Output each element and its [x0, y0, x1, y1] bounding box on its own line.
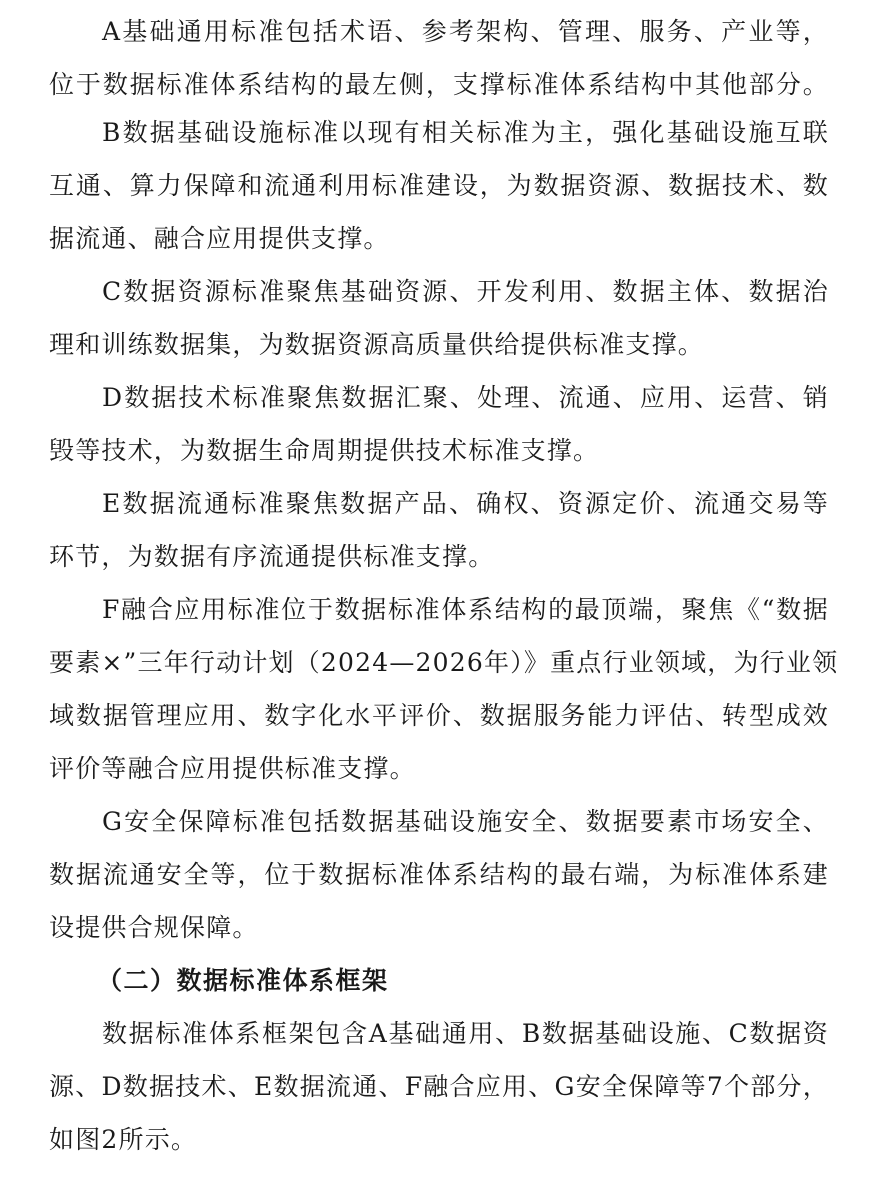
section-heading-block [49, 954, 829, 1007]
paragraph-f [49, 583, 839, 795]
paragraph-d [49, 371, 829, 477]
paragraph-e [49, 477, 829, 583]
paragraph-g-line-3: 设提供合规保障。 [49, 913, 259, 942]
paragraph-e-line-1: E数据流通标准聚焦数据产品、确权、资源定价、流通交易等 [102, 489, 829, 518]
closing-paragraph-line-1: 数据标准体系框架包含A基础通用、B数据基础设施、C数据资 [102, 1019, 829, 1048]
closing-paragraph-line-2: 源、D数据技术、E数据流通、F融合应用、G安全保障等7个部分， [49, 1072, 829, 1101]
closing-paragraph [49, 1007, 829, 1166]
paragraph-b-line-2: 互通、算力保障和流通利用标准建设，为数据资源、数据技术、数 [49, 171, 829, 200]
paragraph-b [49, 106, 829, 265]
paragraph-d-line-2: 毁等技术，为数据生命周期提供技术标准支撑。 [49, 436, 600, 465]
paragraph-d-line-1: D数据技术标准聚焦数据汇聚、处理、流通、应用、运营、销 [102, 383, 829, 412]
paragraph-f-line-1: F融合应用标准位于数据标准体系结构的最顶端，聚焦《“数据 [102, 595, 829, 624]
section-heading: （二）数据标准体系框架 [97, 966, 389, 995]
paragraph-c [49, 265, 829, 371]
paragraph-b-line-1: B数据基础设施标准以现有相关标准为主，强化基础设施互联 [102, 118, 829, 147]
paragraph-c-line-2: 理和训练数据集，为数据资源高质量供给提供标准支撑。 [49, 330, 705, 359]
paragraph-c-line-1: C数据资源标准聚焦基础资源、开发利用、数据主体、数据治 [102, 277, 829, 306]
paragraph-b-line-3: 据流通、融合应用提供支撑。 [49, 224, 390, 253]
paragraph-g-line-1: G安全保障标准包括数据基础设施安全、数据要素市场安全、 [102, 807, 829, 836]
closing-paragraph-line-3: 如图2所示。 [49, 1125, 198, 1154]
paragraph-f-line-3: 域数据管理应用、数字化水平评价、数据服务能力评估、转型成效 [49, 701, 829, 730]
paragraph-g [49, 795, 829, 954]
paragraph-f-line-2: 要素×”三年行动计划（2024—2026年）》重点行业领域，为行业领 [49, 648, 839, 677]
paragraph-a [49, 5, 829, 111]
paragraph-f-line-4: 评价等融合应用提供标准支撑。 [49, 754, 416, 783]
paragraph-e-line-2: 环节，为数据有序流通提供标准支撑。 [49, 542, 495, 571]
paragraph-a-line-1: A基础通用标准包括术语、参考架构、管理、服务、产业等， [102, 17, 829, 46]
paragraph-a-line-2: 位于数据标准体系结构的最左侧，支撑标准体系结构中其他部分。 [49, 70, 829, 99]
paragraph-g-line-2: 数据流通安全等，位于数据标准体系结构的最右端，为标准体系建 [49, 860, 829, 889]
